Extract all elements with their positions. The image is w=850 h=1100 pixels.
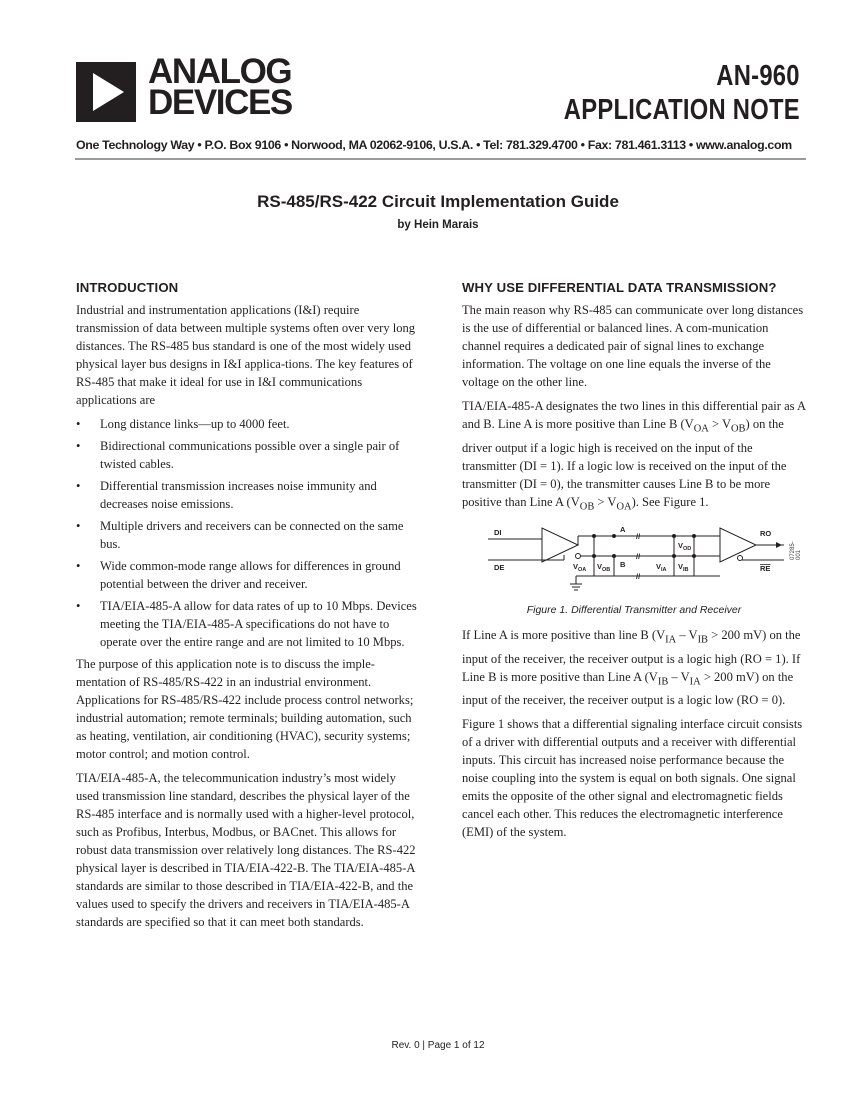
label-vod: $V_{OD}$ [678,541,692,552]
list-item: • Differential transmission increases noise immunity and decreases noise emissions. [76,477,420,513]
figure-1-circuit-diagram [484,524,804,600]
list-item: • TIA/EIA-485-A allow for data rates of up to 10 Mbps. Devices meeting the TIA/EIA-485-A specifications do not have to operate over the entire range and are not limited to 10 Mbps. [76,597,420,651]
list-item: • Wide common-mode range allows for differences in ground potential between the driver and receiver. [76,557,420,593]
label-de: DE [494,563,505,572]
introduction-paragraph-3: TIA/EIA-485-A, the telecommunication industry’s most widely used transmission line standard, describes the physical layer of the RS-485 interface and is normally used with a higher-level protocol, such as Profibus, Interbus, Modbus, or BACnet. This allows for robust data transmission over relatively long distances. The RS-422 physical layer is described in TIA/EIA-422-B. The TIA/EIA-485-A standards are similar to those described in TIA/EIA-422-B, and the values used to specify the drivers and receivers in TIA/EIA-485-A standards are specified so that it can meet both standards. [76,771,416,929]
circuit-schematic [484,524,784,600]
label-ro: RO [760,529,772,538]
label-di: DI [494,528,502,537]
introduction-paragraph-1: Industrial and instrumentation applications (I&I) require transmission of data between multiple systems often over very long distances. The RS-485 bus standard is one of the most widely used physical layer bus designs in I&I applica-tions. The key features of RS-485 that make it ideal for use in I&I communications applications are [76,303,416,407]
figure-id: 07285-001 [790,541,802,560]
document-title: RS-485/RS-422 Circuit Implementation Guide [257,192,619,211]
differential-paragraph-1: The main reason why RS-485 can communicate over long distances is the use of differential or balanced lines. A com-munication channel requires a dedicated pair of signal lines to exchange information. The voltage on one line equals the inverse of the voltage on the other line. [462,303,804,389]
label-via: $V_{IA}$ [656,562,667,573]
company-logo-text [148,52,292,122]
logo-line-1: ANALOG [148,52,292,91]
header-divider [75,158,806,160]
document-type: APPLICATION NOTE [563,94,800,126]
document-number: AN-960 [716,60,800,92]
figure-1-caption: Figure 1. Differential Transmitter and Receiver [526,604,742,616]
label-vib: $V_{IB}$ [678,562,689,573]
differential-paragraph-4: Figure 1 shows that a differential signaling interface circuit consists of a driver with differential outputs and a receiver with differential inputs. This circuit has increased noise performance because the noise coupling into the system is equal on both signals. One signal emits the opposite of the other signal and electromagnetic fields cancel each other. This reduces the electromagnetic interference (EMI) of the system. [462,717,803,839]
left-column [76,280,420,937]
logo-line-2: DEVICES [148,83,292,122]
introduction-paragraph-2: The purpose of this application note is to discuss the imple-mentation of RS-485/RS-422 in an industrial environment. Applications for RS-485/RS-422 include process control networks; industrial automation; remote terminals; building automation, such as heating, ventilation, air conditioning (HVAC), security systems; motor control; and motion control. [76,657,414,761]
page-footer: Rev. 0 | Page 1 of 12 [391,1040,485,1051]
label-voa: $V_{OA}$ [573,562,587,573]
document-author: by Hein Marais [397,219,479,231]
introduction-heading: INTRODUCTION [76,280,179,295]
label-vob: $V_{OB}$ [597,562,611,573]
company-address: One Technology Way • P.O. Box 9106 • Norwood, MA 02062-9106, U.S.A. • Tel: 781.329.4700 • Fax: 781.461.3113 • www.analog.com [76,138,792,152]
list-item: • Bidirectional communications possible over a single pair of twisted cables. [76,437,420,473]
cable-break-mark: // [636,552,641,561]
label-a: A [620,525,626,534]
label-re: RE [760,564,771,573]
differential-heading: WHY USE DIFFERENTIAL DATA TRANSMISSION? [462,280,777,295]
cable-break-mark: // [636,572,641,581]
feature-list [76,415,420,651]
logo-triangle-icon [76,62,136,122]
list-item: • Long distance links—up to 4000 feet. [76,415,420,433]
differential-paragraph-2: TIA/EIA-485-A designates the two lines in this differential pair as A and B. Line A is more positive than Line B $(V_{OA} > V_{OB})$ on the driver output if a logic high is received on the input of the transmitter (DI = 1). If a logic low is received on the input of the transmitter (DI = 0), the transmitter causes Line B to be more positive than Line A $(V_{OB} > V_{OA})$. See Figure 1. [462,399,806,512]
right-column [462,280,806,847]
label-b: B [620,560,626,569]
cable-break-mark: // [636,532,641,541]
list-item: • Multiple drivers and receivers can be connected on the same bus. [76,517,420,553]
differential-paragraph-3: If Line A is more positive than line B ($V_{IA} - V_{IB} > 200$ mV) on the input of the receiver, the receiver output is a logic high (RO = 1). If Line B is more positive than Line A ($V_{IB} - V_{IA} > 200$ mV) on the input of the receiver, the receiver output is a logic low (RO = 0). [462,628,801,707]
